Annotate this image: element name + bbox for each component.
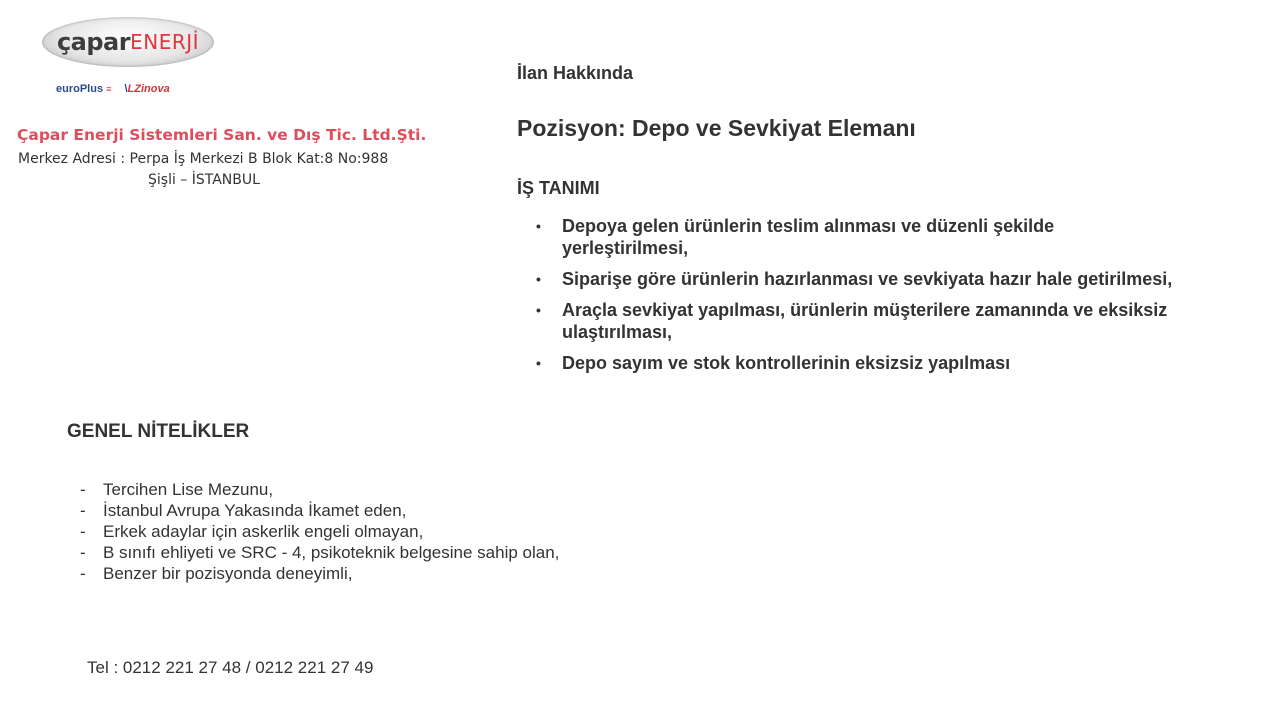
job-description-heading: İŞ TANIMI [517, 178, 600, 198]
duty-text: Siparişe göre ürünlerin hazırlanması ve sevkiyata hazır hale getirilmesi, [562, 269, 1173, 289]
dash-icon: - [80, 543, 86, 562]
duty-item [536, 268, 1176, 290]
qualification-item [80, 563, 559, 584]
dash-icon: - [80, 522, 86, 541]
qualification-text: Tercihen Lise Mezunu, [103, 480, 274, 499]
qualification-item [80, 521, 559, 542]
qualification-text: İstanbul Avrupa Yakasında İkamet eden, [103, 501, 407, 520]
dash-icon: - [80, 480, 86, 499]
qualification-text: Erkek adaylar için askerlik engeli olmayan, [103, 522, 424, 541]
company-logo [42, 17, 214, 67]
bullet-icon: • [536, 271, 541, 287]
duty-item [536, 215, 1176, 259]
duty-item [536, 352, 1176, 374]
logo-wordmark-part1: çapar [56, 28, 131, 56]
position-title: Pozisyon: Depo ve Sevkiyat Elemanı [517, 115, 916, 141]
qualification-item [80, 500, 559, 521]
europlus-mark-icon: ≡ [106, 84, 112, 94]
contact-phone: Tel : 0212 221 27 48 / 0212 221 27 49 [87, 658, 374, 677]
logo-wordmark-part2: ENERJİ [130, 30, 200, 54]
dash-icon: - [80, 564, 86, 583]
qualification-text: Benzer bir pozisyonda deneyimli, [103, 564, 353, 583]
qualification-item [80, 542, 559, 563]
duty-item [536, 299, 1176, 343]
qualifications-list [80, 479, 559, 584]
zinova-brand: LZinova [127, 83, 170, 95]
partner-brands [56, 83, 170, 95]
qualification-text: B sınıfı ehliyeti ve SRC - 4, psikoteknik belgesine sahip olan, [103, 543, 560, 562]
company-address: Merkez Adresi : Perpa İş Merkezi B Blok Kat:8 No:988 [18, 151, 389, 167]
about-listing-heading: İlan Hakkında [517, 63, 634, 83]
dash-icon: - [80, 501, 86, 520]
company-logo-wordmark [42, 17, 214, 67]
duty-text: Depoya gelen ürünlerin teslim alınması ve düzenli şekilde yerleştirilmesi, [562, 216, 1055, 258]
duties-list [536, 215, 1176, 383]
bullet-icon: • [536, 355, 541, 371]
qualifications-heading: GENEL NİTELİKLER [67, 421, 250, 442]
company-city: Şişli – İSTANBUL [148, 172, 260, 188]
duty-text: Araçla sevkiyat yapılması, ürünlerin müşterilere zamanında ve eksiksiz ulaştırılması, [562, 300, 1168, 342]
company-name: Çapar Enerji Sistemleri San. ve Dış Tic. Ltd.Şti. [17, 126, 427, 144]
zinova-mark-icon: \ [124, 83, 128, 95]
qualification-item [80, 479, 559, 500]
europlus-brand: euroPlus [56, 83, 104, 95]
bullet-icon: • [536, 302, 541, 318]
bullet-icon: • [536, 218, 541, 234]
duty-text: Depo sayım ve stok kontrollerinin eksizsiz yapılması [562, 353, 1011, 373]
